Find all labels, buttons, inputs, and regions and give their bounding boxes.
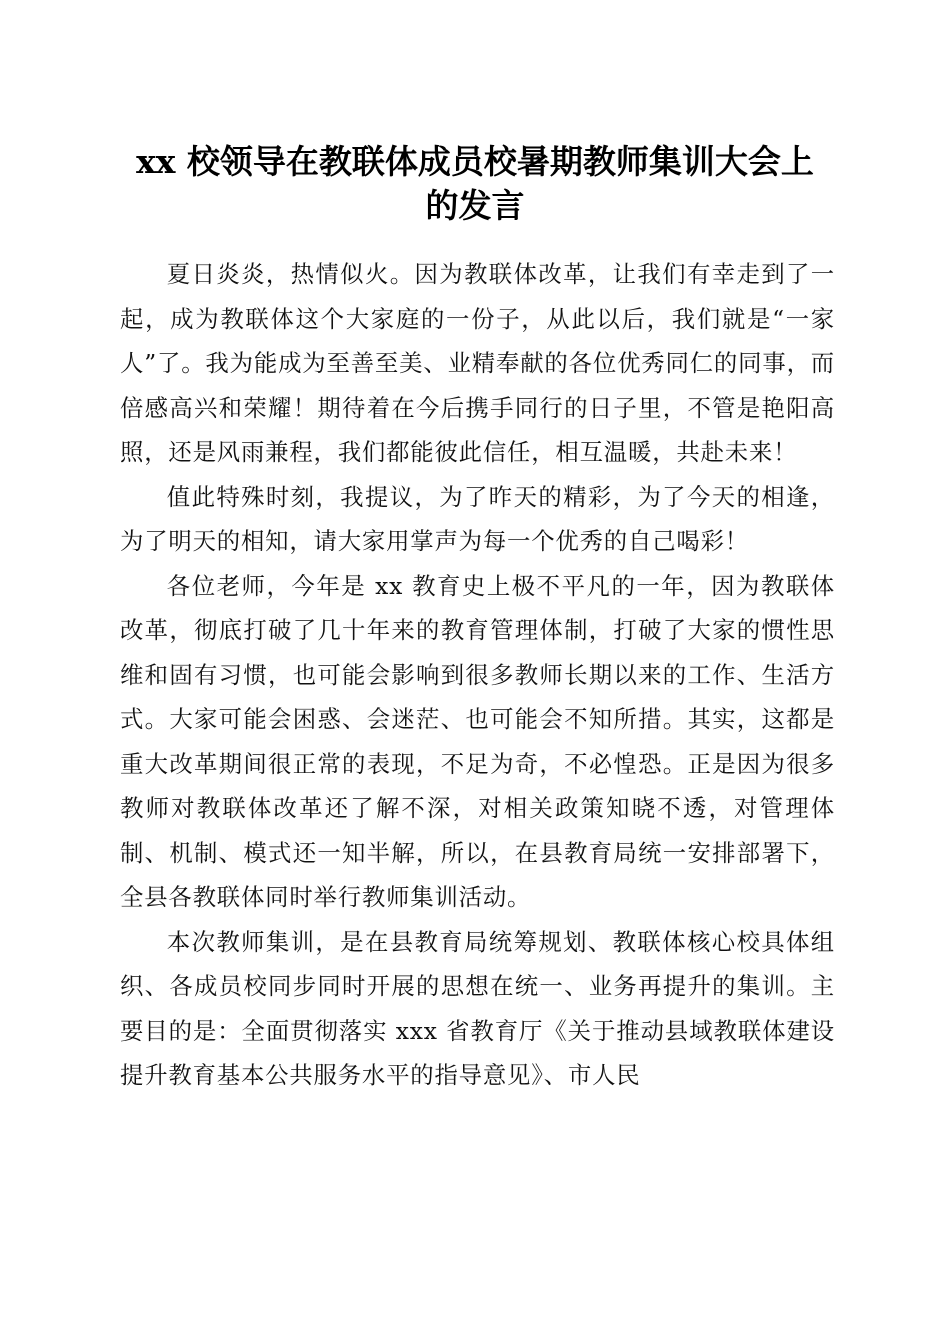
document-body (120, 252, 835, 1098)
paragraph: 值此特殊时刻，我提议，为了昨天的精彩，为了今天的相逢，为了明天的相知，请大家用掌声为每一个优秀的自己喝彩！ (120, 482, 835, 555)
paragraph: 各位老师，今年是 xx 教育史上极不平凡的一年，因为教联体改革，彻底打破了几十年来的教育管理体制，打破了大家的惯性思维和固有习惯，也可能会影响到很多教师长期以来的工作、生活方式。大家可能会困惑、会迷茫、也可能会不知所措。其实，这都是重大改革期间很正常的表现，不足为奇，不必惶恐。正是因为很多教师对教联体改革还了解不深，对相关政策知晓不透，对管理体制、机制、模式还一知半解，所以，在县教育局统一安排部署下，全县各教联体同时举行教师集训活动。 (120, 571, 835, 911)
paragraph: 夏日炎炎，热情似火。因为教联体改革，让我们有幸走到了一起，成为教联体这个大家庭的一份子，从此以后，我们就是“一家人”了。我为能成为至善至美、业精奉献的各位优秀同仁的同事，而倍感高兴和荣耀！期待着在今后携手同行的日子里，不管是艳阳高照，还是风雨兼程，我们都能彼此信任，相互温暖，共赴未来！ (120, 260, 835, 466)
document-title: xx 校领导在教联体成员校暑期教师集训大会上的发言 (136, 142, 814, 225)
paragraph: 本次教师集训，是在县教育局统筹规划、教联体核心校具体组织、各成员校同步同时开展的思想在统一、业务再提升的集训。主要目的是：全面贯彻落实 xxx 省教育厅《关于推动县域教联体建设提升教育基本公共服务水平的指导意见》、市人民 (120, 927, 835, 1089)
